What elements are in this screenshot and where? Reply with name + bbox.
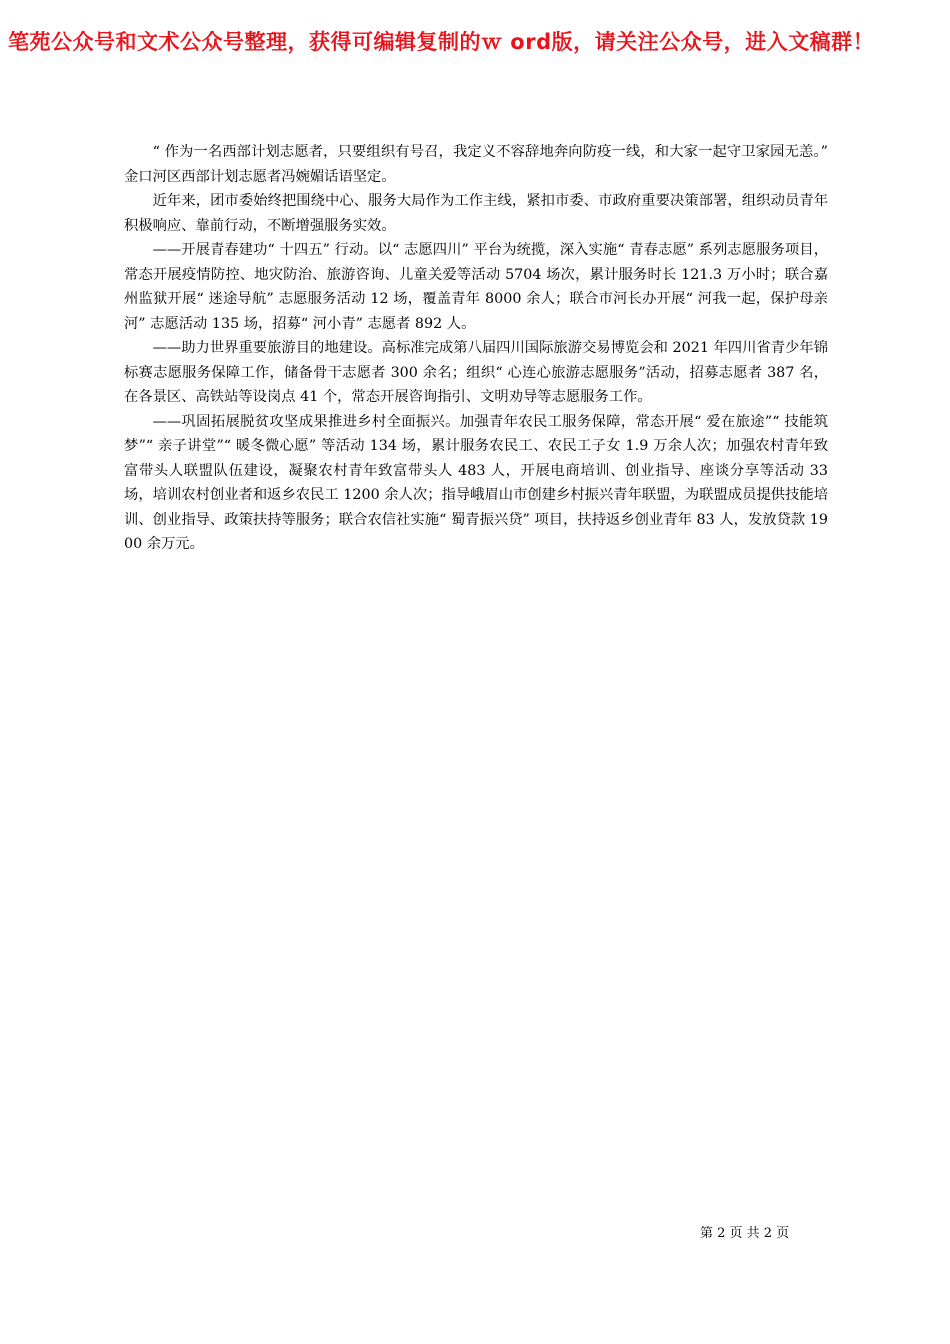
- paragraph-youth-action: ——开展青春建功“ 十四五” 行动。以“ 志愿四川” 平台为统揽，深入实施“ 青春志愿” 系列志愿服务项目，常态开展疫情防控、地灾防治、旅游咨询、儿童关爱等活动 5704 场次，累计服务时长 121.3 万小时；联合嘉州监狱开展“ 迷途导航” 志愿服务活动 12 场，覆盖青年 8000 余人；联合市河长办开展“ 河我一起，保护母亲河” 志愿活动 135 场，招募“ 河小青” 志愿者 892 人。: [124, 242, 828, 332]
- paragraph-tourism: ——助力世界重要旅游目的地建设。高标准完成第八届四川国际旅游交易博览会和 2021 年四川省青少年锦标赛志愿服务保障工作，储备骨干志愿者 300 余名；组织“ 心连心旅游志愿服务”活动，招募志愿者 387 名，在各景区、高铁站等设岗点 41 个，常态开展咨询指引、文明劝导等志愿服务工作。: [124, 340, 828, 405]
- paragraph-intro: 近年来，团市委始终把围绕中心、服务大局作为工作主线，紧扣市委、市政府重要决策部署，组织动员青年积极响应、靠前行动，不断增强服务实效。: [124, 193, 828, 234]
- page-number: 第 2 页 共 2 页: [700, 1226, 790, 1241]
- paragraph-quote: “ 作为一名西部计划志愿者，只要组织有号召，我定义不容辞地奔向防疫一线，和大家一起守卫家园无恙。” 金口河区西部计划志愿者冯婉媚话语坚定。: [124, 144, 828, 185]
- document-body: [124, 140, 828, 557]
- promo-banner: 笔苑公众号和文术公众号整理，获得可编辑复制的ｗ ord版，请关注公众号，进入文稿群！: [8, 30, 875, 54]
- paragraph-rural-revitalization: ——巩固拓展脱贫攻坚成果推进乡村全面振兴。加强青年农民工服务保障，常态开展“ 爱在旅途”“ 技能筑梦”“ 亲子讲堂”“ 暖冬微心愿” 等活动 134 场，累计服务农民工、农民工子女 1.9 万余人次；加强农村青年致富带头人联盟队伍建设，凝聚农村青年致富带头人 483 人，开展电商培训、创业指导、座谈分享等活动 33 场，培训农村创业者和返乡农民工 1200 余人次；指导峨眉山市创建乡村振兴青年联盟，为联盟成员提供技能培训、创业指导、政策扶持等服务；联合农信社实施“ 蜀青振兴贷” 项目，扶持返乡创业青年 83 人，发放贷款 1900 余万元。: [124, 413, 828, 552]
